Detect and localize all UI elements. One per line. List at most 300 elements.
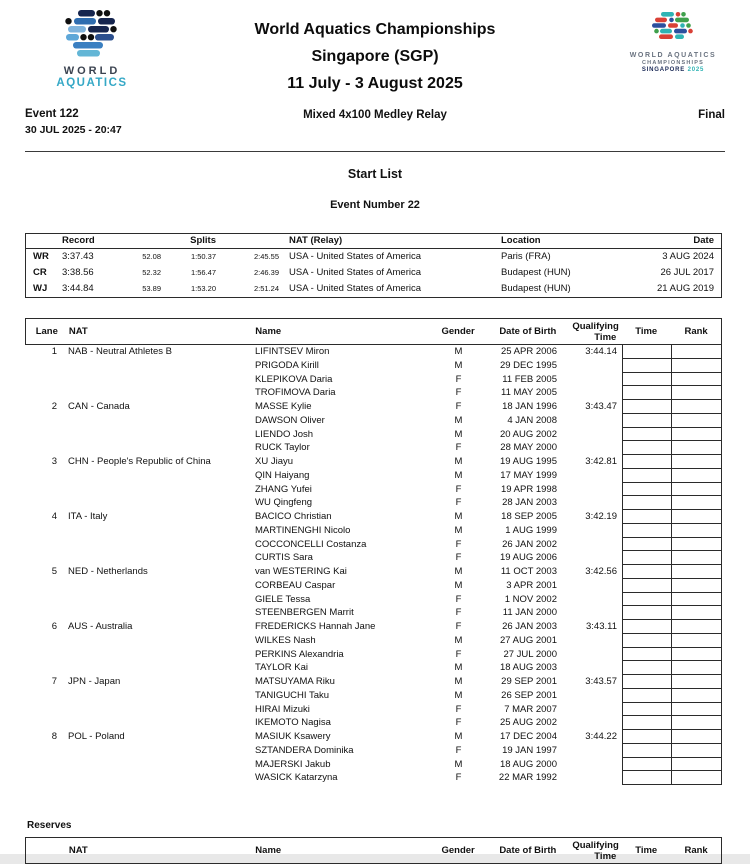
table-row (25, 428, 722, 442)
rank-cell (672, 428, 722, 442)
table-row (25, 758, 722, 772)
record-time: 3:44.84 (62, 283, 94, 294)
date-of-birth: 19 AUG 2006 (499, 552, 557, 564)
date-of-birth: 19 AUG 1995 (499, 456, 557, 467)
team-name: AUS - Australia (68, 621, 133, 632)
rank-cell (672, 744, 722, 758)
lane-number (25, 551, 62, 565)
qualifying-time (573, 469, 622, 483)
time-cell (622, 565, 672, 579)
lane-number: 4 (51, 511, 57, 522)
gender-value: M (454, 689, 463, 701)
phase-label: Final (698, 109, 725, 121)
records-header-spacer (123, 234, 161, 248)
time-cell (622, 703, 672, 717)
swimmer-name: SZTANDERA Dominika (255, 744, 354, 756)
date-of-birth: 25 AUG 2002 (499, 717, 557, 729)
table-row (25, 373, 722, 387)
qualifying-time: 3:43.11 (586, 621, 617, 632)
table-row (25, 538, 722, 552)
gender-value: F (455, 552, 462, 564)
gender-value: M (454, 414, 463, 426)
swimmer-name: MASSE Kylie (255, 401, 312, 412)
gender-value: M (454, 456, 463, 467)
team-name: ITA - Italy (68, 511, 108, 522)
time-cell (622, 675, 672, 689)
date-of-birth: 17 DEC 2004 (499, 731, 557, 742)
table-row (25, 648, 722, 662)
date-of-birth: 28 JAN 2003 (502, 497, 557, 509)
rank-cell (672, 593, 722, 607)
reserves-header-qt-line1: Qualifying (572, 839, 619, 851)
record-location: Paris (FRA) (501, 251, 551, 262)
header-qt-line1: Qualifying (572, 320, 619, 332)
swimmer-name: RUCK Taylor (255, 442, 310, 454)
record-time: 3:37.43 (62, 251, 94, 262)
gender-value: F (455, 442, 462, 454)
date-of-birth: 20 AUG 2002 (499, 428, 557, 440)
time-cell (622, 758, 672, 772)
team-name (62, 744, 253, 758)
records-header-location: Location (501, 235, 541, 246)
date-of-birth: 19 JAN 1997 (502, 744, 557, 756)
reserves-header-name: Name (255, 845, 282, 856)
world-aquatics-logo (48, 10, 136, 89)
gender-value: M (454, 359, 463, 371)
swimmer-name: MAJERSKI Jakub (255, 758, 331, 770)
qualifying-time (573, 716, 622, 730)
rank-cell (672, 373, 722, 387)
record-split-3: 2:45.55 (253, 252, 279, 261)
rank-cell (672, 579, 722, 593)
swimmer-name: STEENBERGEN Marrit (255, 607, 354, 619)
table-row (25, 730, 722, 744)
qualifying-time: 3:43.57 (585, 676, 617, 687)
rank-cell (672, 758, 722, 772)
qualifying-time (573, 771, 622, 785)
lane-number (25, 524, 62, 538)
lane-number: 6 (51, 621, 57, 632)
time-cell (622, 689, 672, 703)
date-of-birth: 27 AUG 2001 (499, 634, 557, 646)
table-row (25, 771, 722, 785)
gender-value: F (455, 373, 462, 385)
table-row (25, 579, 722, 593)
time-cell (622, 744, 672, 758)
reserves-header-time: Time (635, 845, 658, 856)
team-name (62, 606, 253, 620)
record-date: 3 AUG 2024 (662, 251, 714, 262)
records-body (26, 249, 721, 297)
lane-number (25, 496, 62, 510)
team-name: NAB - Neutral Athletes B (68, 346, 173, 357)
reserves-header (25, 837, 722, 864)
header-lane: Lane (35, 326, 58, 337)
swimmer-name: ZHANG Yufei (255, 483, 312, 495)
date-of-birth: 7 MAR 2007 (504, 703, 557, 715)
time-cell (622, 386, 672, 400)
gender-value: F (455, 717, 462, 729)
competition-title: World Aquatics Championships (254, 21, 496, 38)
date-of-birth: 25 APR 2006 (501, 346, 557, 357)
lane-number (25, 483, 62, 497)
competition-city: Singapore (SGP) (311, 48, 439, 65)
date-of-birth: 1 NOV 2002 (504, 593, 557, 605)
lane-number (25, 373, 62, 387)
record-date: 26 JUL 2017 (660, 267, 714, 278)
gender-value: F (455, 401, 462, 412)
time-cell (622, 400, 672, 414)
lane-number (25, 606, 62, 620)
table-row (25, 400, 722, 414)
rank-cell (672, 455, 722, 469)
date-of-birth: 26 SEP 2001 (501, 689, 557, 701)
record-split-1: 52.32 (142, 268, 161, 277)
rank-cell (672, 524, 722, 538)
time-cell (622, 606, 672, 620)
record-type: WJ (33, 283, 48, 294)
logo-text-aquatics: AQUATICS (56, 77, 128, 89)
swimmer-name: GIELE Tessa (255, 593, 311, 605)
gender-value: M (454, 566, 463, 577)
qualifying-time (573, 428, 622, 442)
table-row (25, 469, 722, 483)
table-row (25, 551, 722, 565)
gender-value: M (454, 662, 463, 674)
rank-cell (672, 496, 722, 510)
qualifying-time (573, 661, 622, 675)
header-time: Time (635, 326, 658, 337)
swimmer-name: DAWSON Oliver (255, 414, 325, 426)
qualifying-time (573, 703, 622, 717)
rank-cell (672, 469, 722, 483)
rank-cell (672, 648, 722, 662)
time-cell (622, 469, 672, 483)
date-of-birth: 29 SEP 2001 (501, 676, 557, 687)
header-divider (25, 151, 725, 152)
time-cell (622, 538, 672, 552)
team-name: POL - Poland (68, 731, 125, 742)
rank-cell (672, 675, 722, 689)
championships-logo (617, 12, 729, 73)
reserves-header-qualifying-time (572, 840, 621, 862)
gender-value: F (455, 593, 462, 605)
qualifying-time: 3:42.19 (585, 511, 617, 522)
gender-value: M (454, 731, 463, 742)
gender-value: F (455, 483, 462, 495)
swimmer-name: HIRAI Mizuki (255, 703, 310, 715)
swimmer-name: TROFIMOVA Daria (255, 387, 336, 399)
rank-cell (672, 703, 722, 717)
page-title: Start List (347, 167, 403, 181)
reserves-header-nat: NAT (68, 845, 88, 856)
team-name (62, 428, 253, 442)
team-name (62, 496, 253, 510)
swimmer-name: BACICO Christian (255, 511, 332, 522)
logo-text-championships: CHAMPIONSHIPS (641, 60, 705, 66)
rank-cell (672, 345, 722, 359)
rank-cell (672, 620, 722, 634)
header-qualifying-time (572, 321, 621, 343)
record-split-2: 1:56.47 (190, 268, 216, 277)
lane-number: 2 (51, 401, 57, 412)
team-name (62, 386, 253, 400)
time-cell (622, 428, 672, 442)
table-row (25, 524, 722, 538)
table-row (25, 744, 722, 758)
time-cell (622, 441, 672, 455)
gender-value: F (455, 497, 462, 509)
rank-cell (672, 730, 722, 744)
header-qt-line2: Time (594, 331, 617, 343)
swimmer-name: COCCONCELLI Costanza (255, 538, 367, 550)
date-of-birth: 26 JAN 2003 (502, 621, 557, 632)
rank-cell (672, 689, 722, 703)
competition-title-block (140, 16, 610, 97)
team-name (62, 771, 253, 785)
record-row (26, 265, 721, 281)
rank-cell (672, 716, 722, 730)
start-list-body (25, 345, 722, 785)
team-name: JPN - Japan (68, 676, 121, 687)
qualifying-time: 3:44.14 (585, 346, 617, 357)
time-cell (622, 483, 672, 497)
team-name (62, 716, 253, 730)
lane-number (25, 441, 62, 455)
rank-cell (672, 634, 722, 648)
reserves-label: Reserves (27, 820, 72, 831)
date-of-birth: 26 JAN 2002 (502, 538, 557, 550)
team-name (62, 689, 253, 703)
time-cell (622, 414, 672, 428)
lane-number (25, 744, 62, 758)
team-name (62, 579, 253, 593)
world-aquatics-logo-icon (61, 10, 123, 58)
team-name (62, 593, 253, 607)
table-row (25, 386, 722, 400)
team-name (62, 634, 253, 648)
time-cell (622, 771, 672, 785)
time-cell (622, 593, 672, 607)
team-name (62, 661, 253, 675)
header-dob: Date of Birth (499, 326, 557, 337)
time-cell (622, 620, 672, 634)
rank-cell (672, 510, 722, 524)
records-header-splits: Splits (190, 235, 216, 246)
gender-value: M (454, 676, 463, 687)
lane-number (25, 758, 62, 772)
event-number: Event Number 22 (330, 199, 420, 211)
rank-cell (672, 606, 722, 620)
qualifying-time (573, 758, 622, 772)
logo-text-world-aquatics: WORLD AQUATICS (629, 52, 717, 59)
record-split-3: 2:51.24 (253, 284, 279, 293)
qualifying-time (573, 359, 622, 373)
rank-cell (672, 538, 722, 552)
rank-cell (672, 414, 722, 428)
swimmer-name: van WESTERING Kai (255, 566, 347, 577)
swimmer-name: MATSUYAMA Riku (255, 676, 335, 687)
gender-value: F (455, 703, 462, 715)
rank-cell (672, 386, 722, 400)
date-of-birth: 19 APR 1998 (501, 483, 557, 495)
date-of-birth: 17 MAY 1999 (500, 469, 557, 481)
gender-value: F (455, 621, 462, 632)
swimmer-name: LIFINTSEV Miron (255, 346, 330, 357)
swimmer-name: MASIUK Ksawery (255, 731, 331, 742)
swimmer-name: XU Jiayu (255, 456, 294, 467)
header-nat: NAT (68, 326, 88, 337)
team-name (62, 414, 253, 428)
qualifying-time (573, 483, 622, 497)
record-split-2: 1:53.20 (190, 284, 216, 293)
gender-value: F (455, 772, 462, 784)
team-name (62, 648, 253, 662)
records-table (25, 233, 722, 298)
table-row (25, 483, 722, 497)
lane-number: 7 (51, 676, 57, 687)
record-type: CR (33, 267, 47, 278)
qualifying-time (573, 496, 622, 510)
date-of-birth: 18 AUG 2003 (499, 662, 557, 674)
gender-value: M (454, 634, 463, 646)
lane-number (25, 538, 62, 552)
swimmer-name: WU Qingfeng (255, 497, 313, 509)
rank-cell (672, 400, 722, 414)
time-cell (622, 634, 672, 648)
team-name (62, 551, 253, 565)
logo-text-singapore-2025 (617, 67, 729, 73)
team-name (62, 524, 253, 538)
lane-number (25, 469, 62, 483)
record-time: 3:38.56 (62, 267, 94, 278)
time-cell (622, 359, 672, 373)
time-cell (622, 455, 672, 469)
header-gender: Gender (441, 326, 475, 337)
gender-value: M (454, 428, 463, 440)
records-header-spacer (216, 234, 279, 248)
records-header-record: Record (62, 235, 95, 246)
start-list-header (25, 318, 722, 345)
table-row (25, 703, 722, 717)
record-nat: USA - United States of America (289, 267, 422, 278)
table-row (25, 496, 722, 510)
team-name (62, 469, 253, 483)
lane-number: 3 (51, 456, 57, 467)
table-row (25, 510, 722, 524)
rank-cell (672, 551, 722, 565)
qualifying-time (573, 538, 622, 552)
team-name (62, 483, 253, 497)
qualifying-time (573, 606, 622, 620)
lane-number (25, 428, 62, 442)
rank-cell (672, 661, 722, 675)
lane-number (25, 648, 62, 662)
qualifying-time (573, 524, 622, 538)
qualifying-time (573, 579, 622, 593)
lane-number (25, 703, 62, 717)
swimmer-name: QIN Haiyang (255, 469, 310, 481)
table-row (25, 620, 722, 634)
competition-dates: 11 July - 3 August 2025 (287, 75, 463, 92)
time-cell (622, 579, 672, 593)
swimmer-name: PERKINS Alexandria (255, 648, 344, 660)
records-header-nat: NAT (Relay) (289, 235, 343, 246)
swimmer-name: MARTINENGHI Nicolo (255, 524, 351, 536)
lane-number (25, 716, 62, 730)
date-of-birth: 28 MAY 2000 (500, 442, 557, 454)
lane-number (25, 414, 62, 428)
swimmer-name: LIENDO Josh (255, 428, 314, 440)
table-row (25, 689, 722, 703)
rank-cell (672, 483, 722, 497)
header-name: Name (255, 326, 282, 337)
record-type: WR (33, 251, 49, 262)
time-cell (622, 524, 672, 538)
lane-number (25, 634, 62, 648)
record-row (26, 281, 721, 297)
qualifying-time: 3:44.22 (585, 731, 617, 742)
lane-number (25, 771, 62, 785)
table-row (25, 716, 722, 730)
swimmer-name: PRIGODA Kirill (255, 359, 319, 371)
reserves-table (25, 837, 722, 864)
date-of-birth: 29 DEC 1995 (499, 359, 557, 371)
gender-value: M (454, 524, 463, 536)
swimmer-name: WILKES Nash (255, 634, 316, 646)
record-date: 21 AUG 2019 (656, 283, 714, 294)
gender-value: F (455, 538, 462, 550)
rank-cell (672, 441, 722, 455)
team-name: CHN - People's Republic of China (68, 456, 211, 467)
table-row (25, 565, 722, 579)
record-row (26, 249, 721, 265)
qualifying-time: 3:42.81 (585, 456, 617, 467)
date-of-birth: 3 APR 2001 (506, 579, 557, 591)
qualifying-time (573, 551, 622, 565)
team-name (62, 373, 253, 387)
team-name (62, 703, 253, 717)
gender-value: F (455, 607, 462, 619)
swimmer-name: CORBEAU Caspar (255, 579, 336, 591)
qualifying-time (573, 648, 622, 662)
time-cell (622, 730, 672, 744)
gender-value: M (454, 579, 463, 591)
logo-text-singapore: SINGAPORE (641, 67, 686, 73)
swimmer-name: FREDERICKS Hannah Jane (255, 621, 376, 632)
swimmer-name: CURTIS Sara (255, 552, 313, 564)
team-name (62, 538, 253, 552)
lane-number (25, 661, 62, 675)
logo-text-year: 2025 (687, 67, 705, 73)
swimmer-name: KLEPIKOVA Daria (255, 373, 333, 385)
qualifying-time: 3:43.47 (585, 401, 617, 412)
team-name (62, 758, 253, 772)
date-of-birth: 11 MAY 2005 (501, 387, 557, 399)
lane-number (25, 386, 62, 400)
gender-value: F (455, 387, 462, 399)
record-split-1: 53.89 (142, 284, 161, 293)
lane-number: 8 (51, 731, 57, 742)
table-row (25, 634, 722, 648)
team-name: NED - Netherlands (68, 566, 148, 577)
time-cell (622, 551, 672, 565)
record-nat: USA - United States of America (289, 283, 422, 294)
table-row (25, 345, 722, 359)
table-row (25, 661, 722, 675)
gender-value: M (454, 511, 463, 522)
reserves-header-gender: Gender (441, 845, 475, 856)
